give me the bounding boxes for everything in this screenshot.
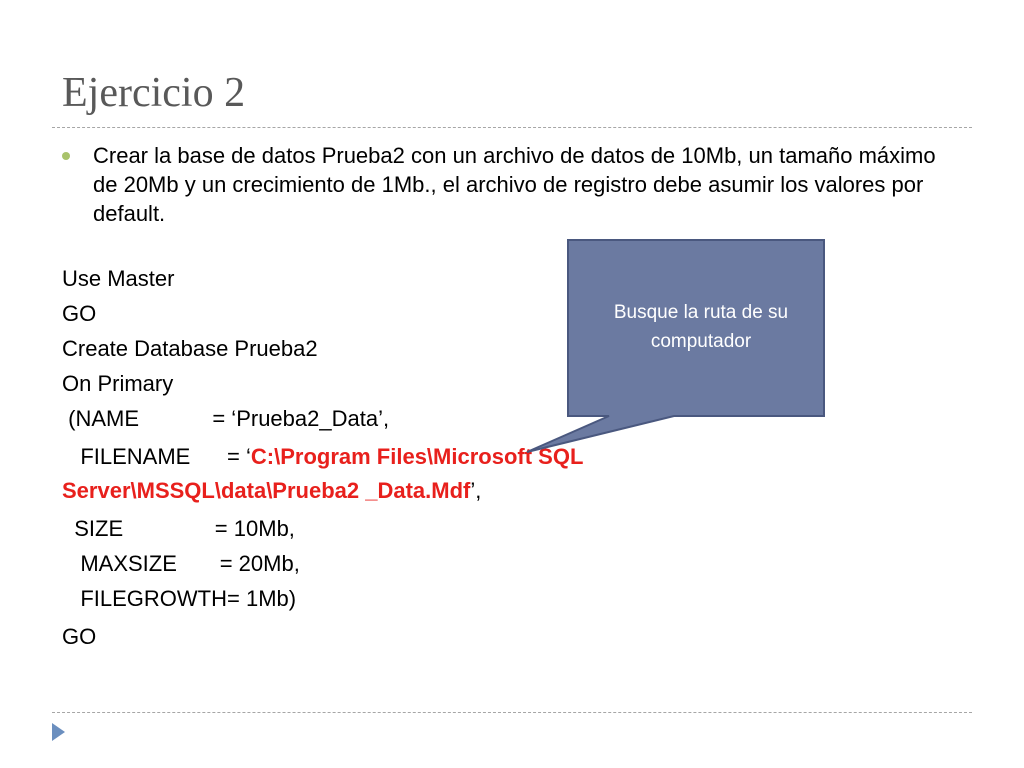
filename-suffix: ’, <box>470 478 482 503</box>
slide-title: Ejercicio 2 <box>62 70 246 116</box>
filename-prefix: FILENAME = ‘ <box>62 444 251 469</box>
code-line-go-end: GO <box>62 624 97 649</box>
play-triangle-icon[interactable] <box>52 723 65 741</box>
code-line-create-database: Create Database Prueba2 <box>62 336 318 361</box>
code-line-go: GO <box>62 301 97 326</box>
code-line-on-primary: On Primary <box>62 371 174 396</box>
code-line-use-master: Use Master <box>62 266 175 291</box>
footer-divider <box>52 712 972 713</box>
bullet-text: Crear la base de datos Prueba2 con un archivo de datos de 10Mb, un tamaño máximo de 20Mb y un crecimiento de 1Mb., el archivo de registro debe asumir los valores por default. <box>93 143 936 226</box>
filename-path-part1: C:\Program Files\Microsoft SQL <box>250 444 584 469</box>
filename-path-part2: Server\MSSQL\data\Prueba2 _Data.Mdf <box>62 478 471 503</box>
callout-text: Busque la ruta de su computador <box>613 302 789 352</box>
code-line-maxsize: MAXSIZE = 20Mb, <box>62 551 300 576</box>
code-line-size: SIZE = 10Mb, <box>62 516 295 541</box>
code-line-name: (NAME = ‘Prueba2_Data’, <box>62 406 390 431</box>
code-line-filegrowth: FILEGROWTH= 1Mb) <box>62 586 297 611</box>
